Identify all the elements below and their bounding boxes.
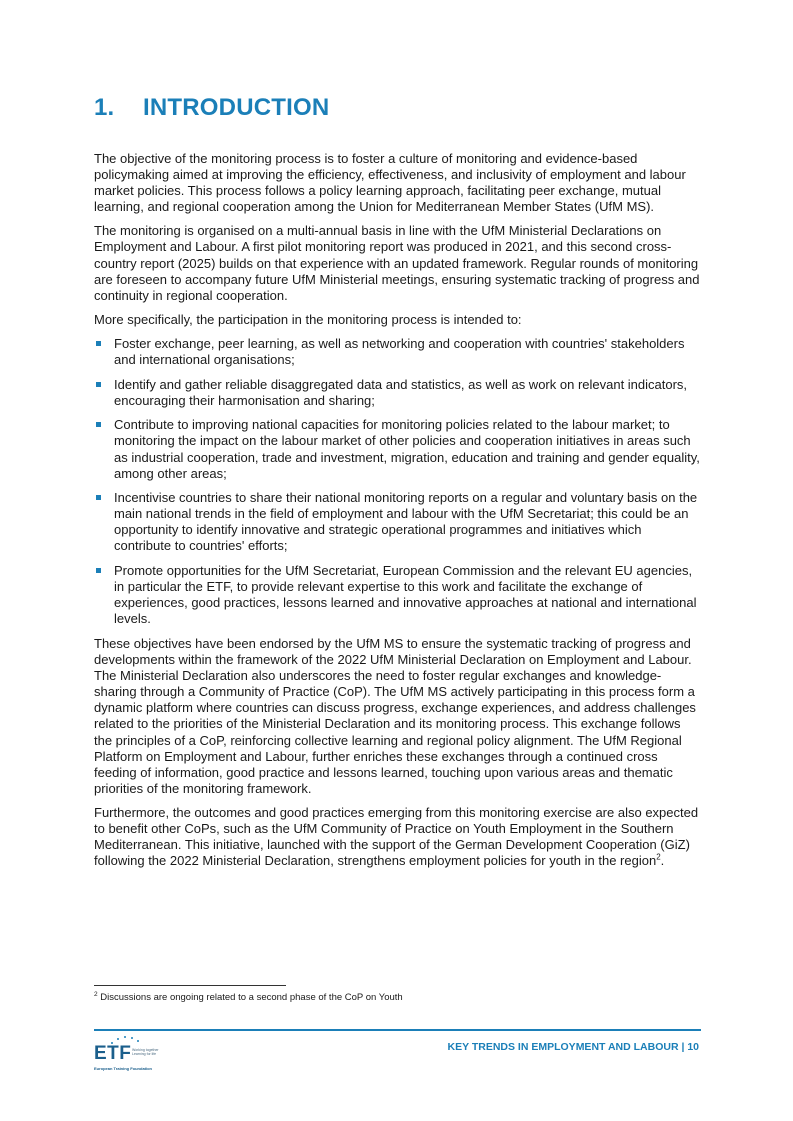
square-bullet-icon [96, 568, 101, 573]
section-number: 1. [94, 94, 115, 121]
paragraph: The monitoring is organised on a multi-annual basis in line with the UfM Ministerial Declarations on Employment and Labour. A first pilot monitoring report was produced in 2021, and this second cross-country report (2025) builds on that experience with an updated framework. Regular rounds of monitoring are foreseen to accompany future UfM Ministerial meetings, ensuring systematic tracking of progress and continuity in regional cooperation. [94, 223, 700, 303]
list-item-text: Foster exchange, peer learning, as well as networking and cooperation with countries' stakeholders and international organisations; [114, 335, 685, 368]
section-title: INTRODUCTION [143, 94, 330, 121]
square-bullet-icon [96, 341, 101, 346]
square-bullet-icon [96, 422, 101, 427]
body-text [94, 151, 700, 877]
footnote [94, 992, 700, 1003]
square-bullet-icon [96, 382, 101, 387]
paragraph-text: Furthermore, the outcomes and good practices emerging from this monitoring exercise are also expected to benefit other CoPs, such as the UfM Community of Practice on Youth Employment in the Southern Mediterranean. This initiative, launched with the support of the German Development Cooperation (GiZ) following the 2022 Ministerial Declaration, strengthens employment policies for youth in the region [94, 804, 699, 869]
list-item-text: Identify and gather reliable disaggregated data and statistics, as well as work on relevant indicators, encouraging their harmonisation and sharing; [114, 376, 688, 408]
etf-logo [94, 1035, 214, 1071]
paragraph: More specifically, the participation in the monitoring process is intended to: [94, 311, 522, 327]
paragraph [94, 805, 700, 869]
paragraph: The objective of the monitoring process is to foster a culture of monitoring and evidence-based policymaking aimed at improving the efficiency, effectiveness, and inclusivity of employment and labour market policies. This process follows a policy learning approach, facilitating peer exchange, mutual learning, and regional cooperation among the Union for Mediterranean Member States (UfM MS). [94, 151, 686, 215]
logo-text: ETF [94, 1043, 132, 1064]
list-item-text: Incentivise countries to share their national monitoring reports on a regular and voluntary basis on the main national trends in the field of employment and labour with the UfM Secretariat; this could be an opportunity to identify innovative and strategic operational programmes and initiatives which contribute to countries' efforts; [114, 490, 698, 554]
section-heading [94, 94, 329, 122]
list-item [94, 490, 700, 554]
square-bullet-icon [96, 495, 101, 500]
footnote-text: Discussions are ongoing related to a second phase of the CoP on Youth [97, 992, 403, 1003]
logo-tagline: Working together Learning for life [132, 1048, 159, 1056]
objectives-list [94, 336, 700, 628]
footnote-reference[interactable]: 2 [656, 852, 661, 862]
logo-organisation: European Training Foundation [94, 1066, 152, 1071]
list-item [94, 377, 700, 409]
footnote-marker: 2 [94, 990, 98, 998]
list-item [94, 336, 700, 368]
list-item [94, 563, 700, 627]
paragraph-end: . [660, 853, 665, 869]
footnote-divider [94, 985, 286, 986]
paragraph: These objectives have been endorsed by the UfM MS to ensure the systematic tracking of progress and developments within the framework of the 2022 UfM Ministerial Declaration on Employment and Labour. The Ministerial Declaration also underscores the need to foster regular exchanges and knowledge-sharing through a Community of Practice (CoP). The UfM MS actively participating in this process form a dynamic platform where countries can discuss progress, exchange experiences, and address challenges related to the priorities of the Ministerial Declaration and its monitoring process. This exchange follows the principles of a CoP, reinforcing collective learning and regional policy alignment. The UfM Regional Platform on Employment and Labour, further enriches these exchanges through a continued cross feeding of information, good practice and lessons learned, touching upon various areas and thematic priorities of the monitoring framework. [94, 635, 696, 796]
list-item [94, 417, 700, 481]
footer-divider [94, 1029, 701, 1031]
list-item-text: Promote opportunities for the UfM Secretariat, European Commission and the relevant EU agencies, in particular the ETF, to provide relevant expertise to this work and facilitate the exchange of experiences, good practices, lessons learned and innovative approaches at national and international levels. [114, 563, 697, 627]
list-item-text: Contribute to improving national capacities for monitoring policies related to the labour market; to monitoring the impact on the labour market of other policies and cooperation initiatives in areas such as industrial cooperation, trade and investment, migration, education and training and gender equality, among other areas; [114, 417, 700, 481]
footer-title: KEY TRENDS IN EMPLOYMENT AND LABOUR | 10 [447, 1041, 699, 1053]
